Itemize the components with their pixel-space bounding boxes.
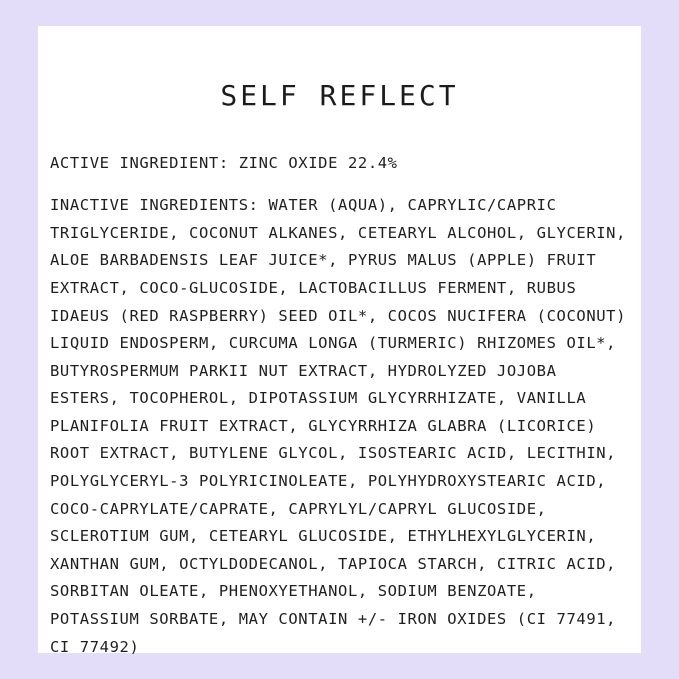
inactive-ingredients-line: INACTIVE INGREDIENTS: WATER (AQUA), CAPRYLIC/CAPRIC TRIGLYCERIDE, COCONUT ALKANES, CETEARYL ALCOHOL, GLYCERIN, ALOE BARBADENSIS LEAF JUICE*, PYRUS MALUS (APPLE) FRUIT EXTRACT, COCO-GLUCOSIDE, LACTOBACILLUS FERMENT, RUBUS IDAEUS (RED RASPBERRY) SEED OIL*, COCOS NUCIFERA (COCONUT) LIQUID ENDOSPERM, CURCUMA LONGA (TURMERIC) RHIZOMES OIL*, BUTYROSPERMUM PARKII NUT EXTRACT, HYDROLYZED JOJOBA ESTERS, TOCOPHEROL, DIPOTASSIUM GLYCYRRHIZATE, VANILLA PLANIFOLIA FRUIT EXTRACT, GLYCYRRHIZA GLABRA (LICORICE) ROOT EXTRACT, BUTYLENE GLYCOL, ISOSTEARIC ACID, LECITHIN, POLYGLYCERYL-3 POLYRICINOLEATE, POLYHYDROXYSTEARIC ACID, COCO-CAPRYLATE/CAPRATE, CAPRYLYL/CAPRYL GLUCOSIDE, SCLEROTIUM GUM, CETEARYL GLUCOSIDE, ETHYLHEXYLGLYCERIN, XANTHAN GUM, OCTYLDODECANOL, TAPIOCA STARCH, CITRIC ACID, SORBITAN OLEATE, PHENOXYETHANOL, SODIUM BENZOATE, POTASSIUM SORBATE, MAY CONTAIN +/- IRON OXIDES (CI 77491, CI 77492) [50,196,627,656]
active-ingredient-line: ACTIVE INGREDIENT: ZINC OXIDE 22.4% [50,154,398,172]
ingredient-label-card [38,26,641,656]
ingredient-text-block [38,152,641,661]
page-title: SELF REFLECT [220,79,459,112]
